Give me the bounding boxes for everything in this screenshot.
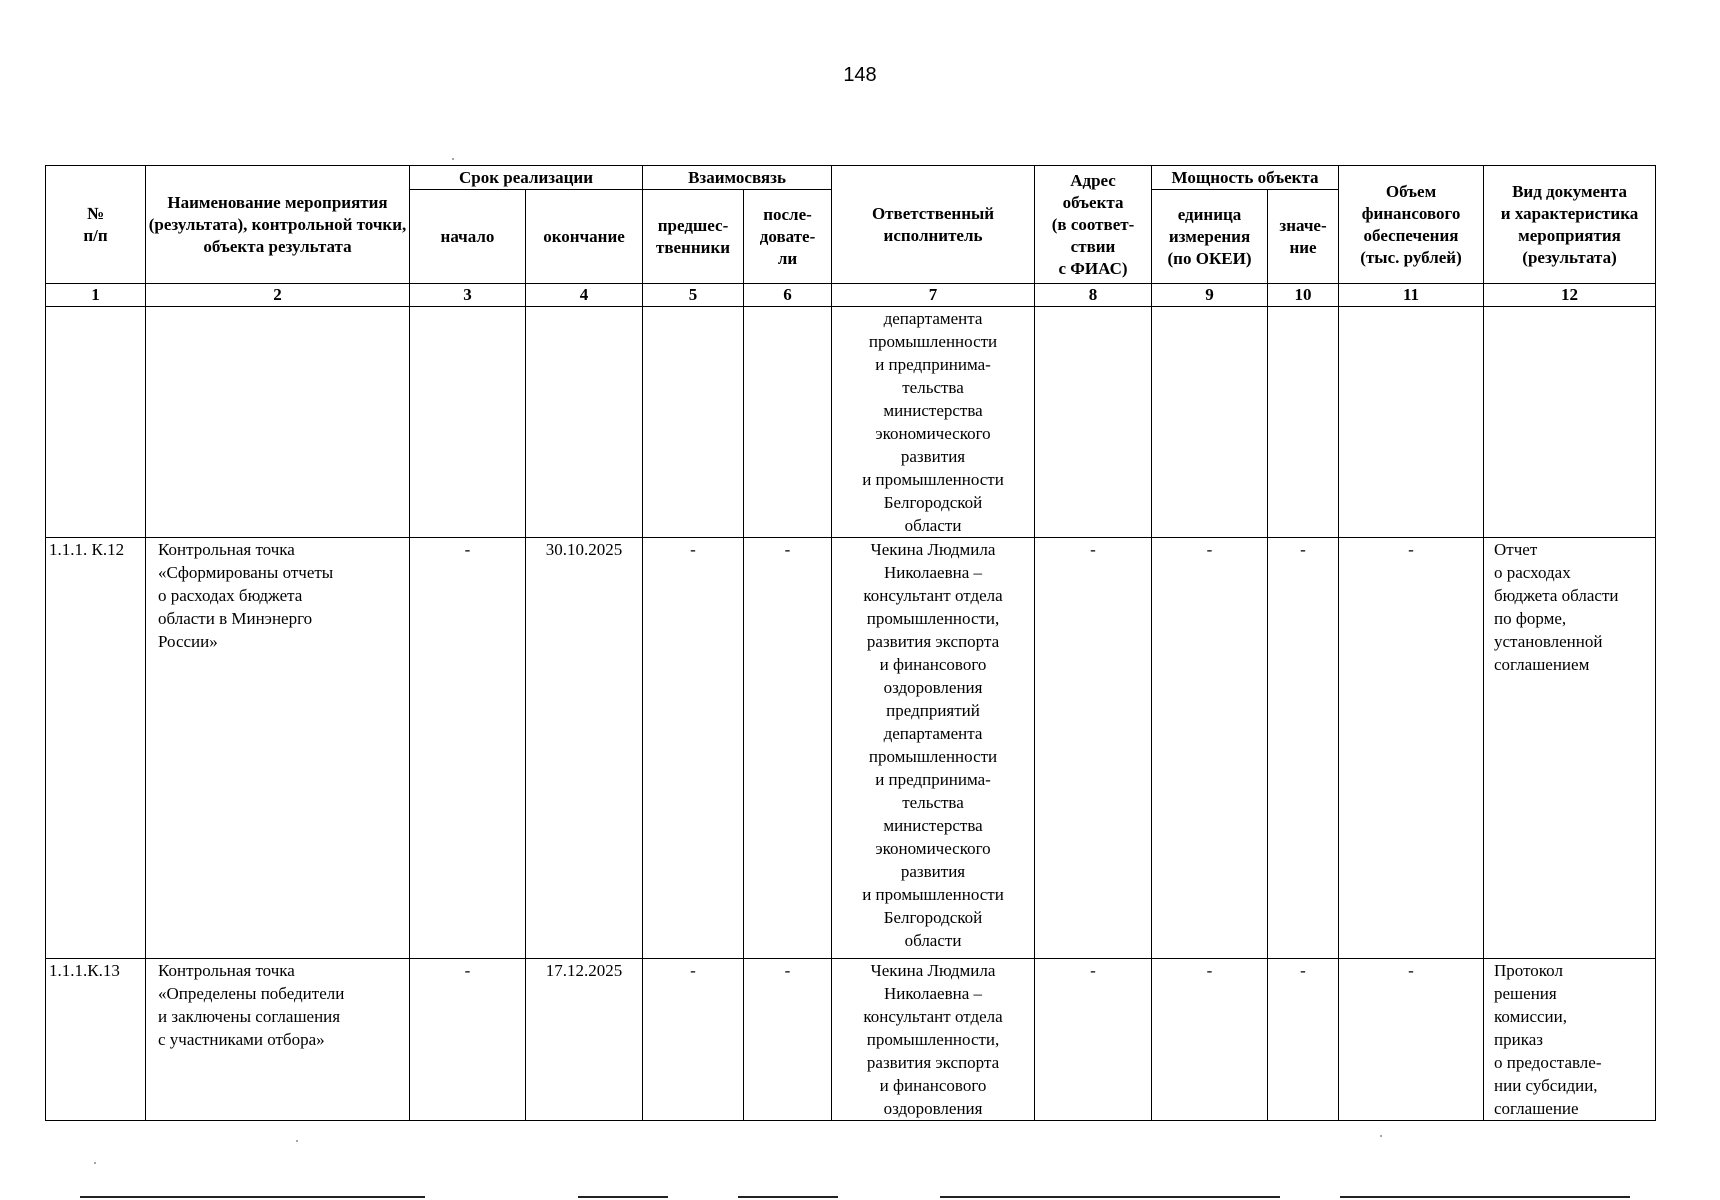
cell-value — [1268, 307, 1339, 538]
column-number: 5 — [643, 284, 744, 307]
scan-speck — [296, 1140, 298, 1142]
table-row — [46, 959, 1656, 1121]
scan-edge-rule — [940, 1196, 1280, 1198]
cell-no — [46, 307, 146, 538]
cell-name — [146, 307, 410, 538]
header-link-prev: предшес- твенники — [643, 190, 744, 284]
header-term-end: окончание — [526, 190, 643, 284]
header-term-group: Срок реализации — [410, 166, 643, 190]
cell-next: - — [744, 538, 832, 959]
scan-speck — [94, 1162, 96, 1164]
cell-no: 1.1.1.К.13 — [46, 959, 146, 1121]
scan-speck — [1380, 1135, 1382, 1137]
column-number: 8 — [1035, 284, 1152, 307]
cell-unit: - — [1152, 538, 1268, 959]
cell-start: - — [410, 959, 526, 1121]
column-number: 9 — [1152, 284, 1268, 307]
cell-address — [1035, 307, 1152, 538]
header-link-group: Взаимосвязь — [643, 166, 832, 190]
cell-start: - — [410, 538, 526, 959]
column-number: 2 — [146, 284, 410, 307]
cell-address: - — [1035, 538, 1152, 959]
cell-end: 30.10.2025 — [526, 538, 643, 959]
header-address: Адрес объекта (в соответ- ствии с ФИАС) — [1035, 166, 1152, 284]
cell-doc: Отчет о расходах бюджета области по форме, установленной соглашением — [1484, 538, 1656, 959]
column-number: 7 — [832, 284, 1035, 307]
cell-next — [744, 307, 832, 538]
cell-end: 17.12.2025 — [526, 959, 643, 1121]
header-no: № п/п — [46, 166, 146, 284]
cell-value: - — [1268, 959, 1339, 1121]
cell-start — [410, 307, 526, 538]
column-number: 11 — [1339, 284, 1484, 307]
cell-value: - — [1268, 538, 1339, 959]
cell-name: Контрольная точка «Определены победители и заключены соглашения с участниками отбора» — [146, 959, 410, 1121]
column-number: 1 — [46, 284, 146, 307]
column-number: 3 — [410, 284, 526, 307]
header-capacity-value: значе- ние — [1268, 190, 1339, 284]
cell-no: 1.1.1. К.12 — [46, 538, 146, 959]
cell-prev: - — [643, 538, 744, 959]
header-name: Наименование мероприятия (результата), контрольной точки, объекта результата — [146, 166, 410, 284]
header-term-start: начало — [410, 190, 526, 284]
cell-prev: - — [643, 959, 744, 1121]
cell-unit — [1152, 307, 1268, 538]
cell-responsible: Чекина Людмила Николаевна – консультант отдела промышленности, развития экспорта и финансового оздоровления предприятий департамента промышленности и предпринима- тельства министерства экономического развития и промышленности Белгородской области — [832, 538, 1035, 959]
plan-table — [45, 165, 1656, 1121]
column-number: 10 — [1268, 284, 1339, 307]
cell-responsible: Чекина Людмила Николаевна – консультант отдела промышленности, развития экспорта и финансового оздоровления — [832, 959, 1035, 1121]
header-capacity-unit: единица измерения (по ОКЕИ) — [1152, 190, 1268, 284]
cell-responsible: департамента промышленности и предпринима- тельства министерства экономического развития и промышленности Белгородской области — [832, 307, 1035, 538]
cell-doc — [1484, 307, 1656, 538]
cell-funding — [1339, 307, 1484, 538]
table-body — [46, 307, 1656, 1121]
cell-name: Контрольная точка «Сформированы отчеты о расходах бюджета области в Минэнерго России» — [146, 538, 410, 959]
header-doc-type: Вид документа и характеристика мероприятия (результата) — [1484, 166, 1656, 284]
header-capacity-group: Мощность объекта — [1152, 166, 1339, 190]
cell-prev — [643, 307, 744, 538]
table-header — [46, 166, 1656, 307]
column-number-row — [46, 284, 1656, 307]
cell-unit: - — [1152, 959, 1268, 1121]
scan-edge-rule — [738, 1196, 838, 1198]
column-number: 4 — [526, 284, 643, 307]
cell-address: - — [1035, 959, 1152, 1121]
scan-edge-rule — [578, 1196, 668, 1198]
scan-edge-rule — [80, 1196, 425, 1198]
table-row — [46, 307, 1656, 538]
cell-doc: Протокол решения комиссии, приказ о предоставле- нии субсидии, соглашение — [1484, 959, 1656, 1121]
cell-end — [526, 307, 643, 538]
cell-funding: - — [1339, 959, 1484, 1121]
page-number: 148 — [843, 64, 877, 86]
header-responsible: Ответственный исполнитель — [832, 166, 1035, 284]
cell-next: - — [744, 959, 832, 1121]
scan-speck — [452, 158, 454, 160]
cell-funding: - — [1339, 538, 1484, 959]
header-funding: Объем финансового обеспечения (тыс. рублей) — [1339, 166, 1484, 284]
column-number: 12 — [1484, 284, 1656, 307]
header-link-next: после- довате- ли — [744, 190, 832, 284]
table-row — [46, 538, 1656, 959]
column-number: 6 — [744, 284, 832, 307]
scan-edge-rule — [1340, 1196, 1630, 1198]
